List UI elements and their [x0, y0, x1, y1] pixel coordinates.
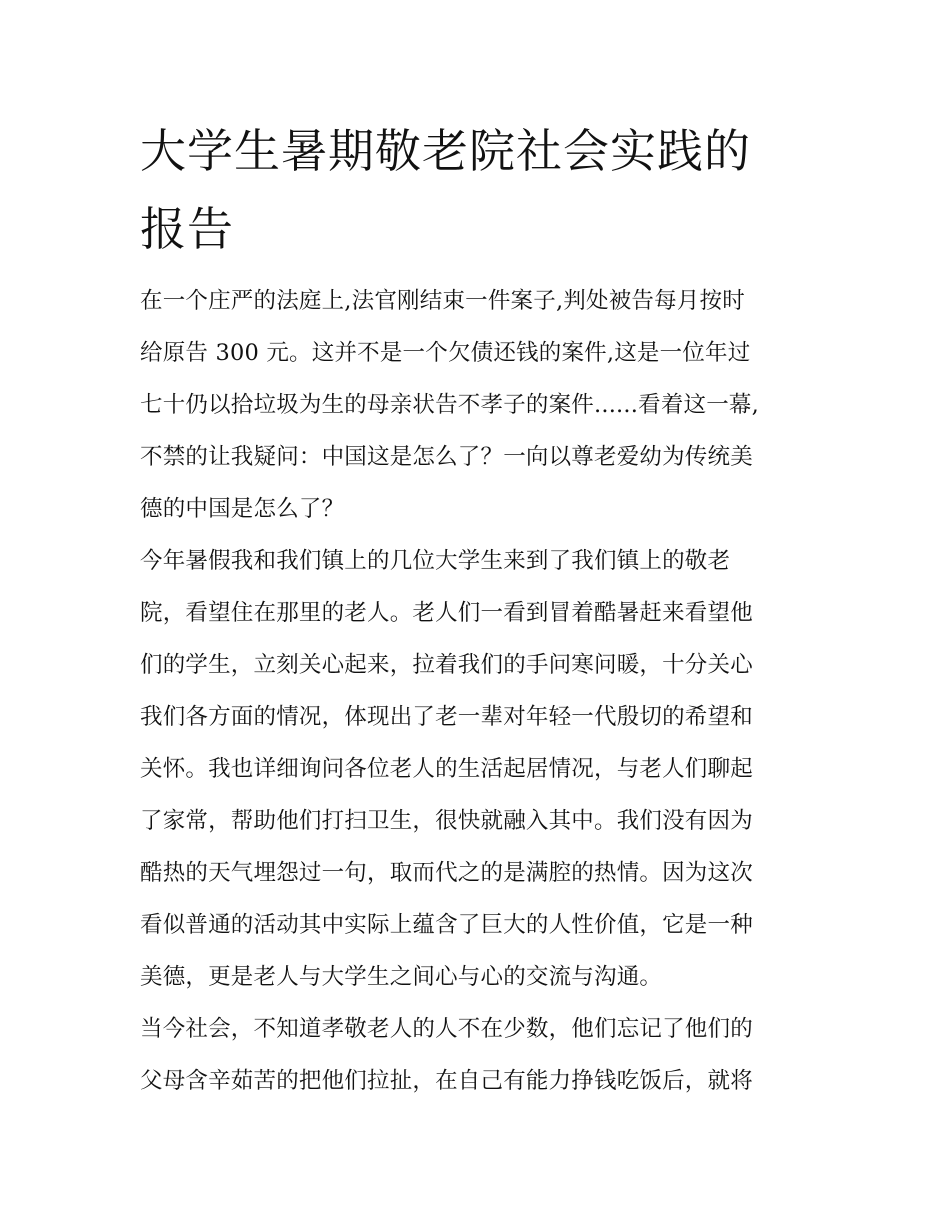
text-line: 美德，更是老人与大学生之间心与心的交流与沟通。 [140, 964, 663, 990]
text-line: 今年暑假我和我们镇上的几位大学生来到了我们镇上的敬老 [140, 548, 731, 574]
title-line-2: 报告 [140, 202, 234, 256]
text-line: 院，看望住在那里的老人。老人们一看到冒着酷暑赶来看望他 [140, 600, 753, 626]
text-line: 们的学生，立刻关心起来，拉着我们的手问寒问暖，十分关心 [140, 652, 753, 678]
text-line: 关怀。我也详细询问各位老人的生活起居情况，与老人们聊起 [140, 756, 753, 782]
text-line: 七十仍以拾垃圾为生的母亲状告不孝子的案件......看着这一幕, [140, 392, 759, 418]
title-line-1: 大学生暑期敬老院社会实践的 [140, 124, 751, 178]
document-title [140, 112, 820, 268]
text-line: 看似普通的活动其中实际上蕴含了巨大的人性价值，它是一种 [140, 912, 753, 938]
text-line: 父母含辛茹苦的把他们拉扯，在自己有能力挣钱吃饭后，就将 [140, 1068, 753, 1094]
text-line: 了家常，帮助他们打扫卫生，很快就融入其中。我们没有因为 [140, 808, 753, 834]
text-line: 德的中国是怎么了？ [140, 496, 345, 522]
text-line: 不禁的让我疑问：中国这是怎么了？一向以尊老爱幼为传统美 [140, 444, 753, 470]
text-line: 酷热的天气埋怨过一句，取而代之的是满腔的热情。因为这次 [140, 860, 753, 886]
text-line: 我们各方面的情况，体现出了老一辈对年轻一代殷切的希望和 [140, 704, 753, 730]
text-line: 在一个庄严的法庭上,法官刚结束一件案子,判处被告每月按时 [140, 288, 745, 314]
text-line: 给原告 300 元。这并不是一个欠债还钱的案件,这是一位年过 [140, 340, 751, 366]
text-line: 当今社会，不知道孝敬老人的人不在少数，他们忘记了他们的 [140, 1016, 753, 1042]
body-text [140, 281, 820, 1113]
